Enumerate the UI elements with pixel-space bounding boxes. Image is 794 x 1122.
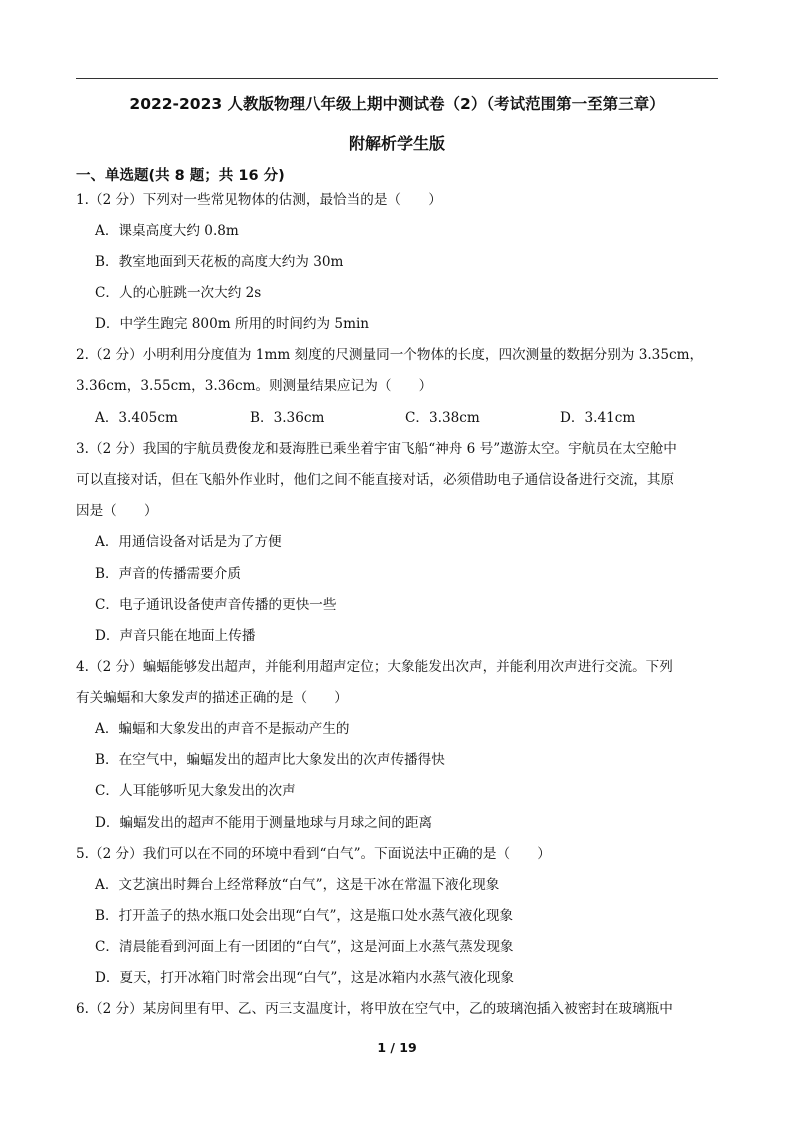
question-5-option-a: A．文艺演出时舞台上经常释放“白气”，这是干冰在常温下液化现象: [95, 877, 500, 893]
question-2-stem-line-1: 2.（2 分）小明利用分度值为 1mm 刻度的尺测量同一个物体的长度，四次测量的数据分别为 3.35cm，: [76, 347, 704, 363]
question-1-option-a: A．课桌高度大约 0.8m: [95, 223, 239, 239]
question-1-stem: 1.（2 分）下列对一些常见物体的估测，最恰当的是（ ）: [76, 192, 442, 208]
header-rule: [76, 78, 718, 79]
document-title: 2022-2023 人教版物理八年级上期中测试卷（2）（考试范围第一至第三章）: [129, 95, 665, 113]
question-2-option-c: C．3.38cm: [405, 410, 480, 426]
question-5-option-b: B．打开盖子的热水瓶口处会出现“白气”，这是瓶口处水蒸气液化现象: [95, 908, 514, 924]
question-1-option-d: D．中学生跑完 800m 所用的时间约为 5min: [95, 316, 370, 332]
question-4-stem-line-1: 4.（2 分）蝙蝠能够发出超声，并能利用超声定位；大象能发出次声，并能利用次声进行交流。下列: [76, 659, 673, 675]
question-1-option-b: B．教室地面到天花板的高度大约为 30m: [95, 254, 344, 270]
document-subtitle: 附解析学生版: [348, 134, 445, 153]
question-3-stem-line-1: 3.（2 分）我国的宇航员费俊龙和聂海胜已乘坐着宇宙飞船“神舟 6 号”遨游太空。宇航员在太空舱中: [76, 441, 677, 457]
question-3-option-a: A．用通信设备对话是为了方便: [95, 534, 282, 550]
question-2-stem-line-2: 3.36cm，3.55cm，3.36cm。则测量结果应记为（ ）: [76, 378, 433, 394]
question-2-option-a: A．3.405cm: [95, 410, 178, 426]
question-3-option-b: B．声音的传播需要介质: [95, 566, 241, 582]
question-6-stem-line-1: 6.（2 分）某房间里有甲、乙、丙三支温度计，将甲放在空气中，乙的玻璃泡插入被密封在玻璃瓶中: [76, 1001, 673, 1017]
question-5-option-c: C．清晨能看到河面上有一团团的“白气”，这是河面上水蒸气蒸发现象: [95, 939, 514, 955]
section-heading: 一、单选题(共 8 题；共 16 分): [76, 168, 285, 184]
question-5-stem: 5.（2 分）我们可以在不同的环境中看到“白气”。下面说法中正确的是（ ）: [76, 846, 551, 862]
question-4-option-b: B．在空气中，蝙蝠发出的超声比大象发出的次声传播得快: [95, 752, 445, 768]
question-4-option-d: D．蝙蝠发出的超声不能用于测量地球与月球之间的距离: [95, 815, 433, 831]
question-3-stem-line-3: 因是（ ）: [76, 503, 158, 519]
question-2-option-d: D．3.41cm: [560, 410, 636, 426]
question-3-stem-line-2: 可以直接对话，但在飞船外作业时，他们之间不能直接对话，必须借助电子通信设备进行交流，其原: [76, 472, 675, 488]
question-4-option-a: A．蝙蝠和大象发出的声音不是振动产生的: [95, 721, 350, 737]
question-2-option-b: B．3.36cm: [250, 410, 325, 426]
question-4-stem-line-2: 有关蝙蝠和大象发声的描述正确的是（ ）: [76, 690, 348, 706]
question-1-option-c: C．人的心脏跳一次大约 2s: [95, 285, 262, 301]
page-number: 1 / 19: [377, 1040, 417, 1055]
question-3-option-c: C．电子通讯设备使声音传播的更快一些: [95, 597, 337, 613]
question-5-option-d: D．夏天，打开冰箱门时常会出现“白气”，这是冰箱内水蒸气液化现象: [95, 970, 515, 986]
question-4-option-c: C．人耳能够听见大象发出的次声: [95, 783, 296, 799]
question-3-option-d: D．声音只能在地面上传播: [95, 628, 256, 644]
